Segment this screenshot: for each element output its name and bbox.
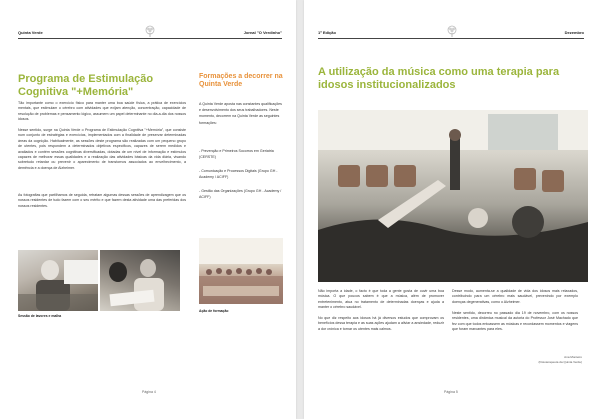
header-rule — [18, 38, 282, 39]
music-paragraph-1: Não importa a idade, o facto é que toda a gente gosta de ouvir uma boa música. O que poucos sabem é que a música, além de promover entretenimento, atua no tratamento de determinadas doenças e ajuda a manter o cérebro saudável. — [318, 289, 444, 310]
page-right — [304, 0, 600, 419]
page-left — [0, 0, 296, 419]
sidebar-training-1: - Prevenção e Primeiros Socorros em Geriatria (CERSTE) — [199, 149, 274, 160]
tree-logo-icon — [144, 25, 156, 38]
photo-music-therapy-session — [318, 110, 588, 282]
credit-author-name: Ana Monteiro — [564, 355, 582, 359]
sidebar-training-2: - Comunicação e Processos Digitais (Grupo GH - Academy / ACIFF) — [199, 169, 278, 180]
sidebar-title-formacoes: Formações a decorrer na Quinta Verde — [199, 73, 283, 89]
music-paragraph-2: No que diz respeito aos idosos há já diversos estudos que comprovam os benefícios dessa terapia e as suas ações ajudam a aliviar a ansiedade, reduzir a dor crónica e tornar os utentes mais calmos. — [318, 316, 444, 331]
tree-logo-icon — [446, 25, 458, 38]
article-paragraph-1: Tão importante como o exercício físico para manter uma boa saúde física, a prática de exercícios mentais, que estimulam o cérebro com atividades que exijam atenção, concentração, capacidade de resolução de problemas e pensamento lógico, assumem um papel determinante no dia-a-dia dos nossos idosos. — [18, 101, 186, 122]
photo-training-group — [199, 238, 283, 304]
caption-training: Ação de formação — [199, 309, 229, 313]
page-number-left: Página 4 — [142, 390, 156, 394]
music-paragraph-3: Desse modo, aumenta-se a qualidade de vida dos idosos mais relaxados, contribuindo para um cérebro mais saudável, prevenindo por exemplo doenças degenerativas, como o Alzheimer. — [452, 289, 578, 304]
photo-knitting-session — [18, 250, 98, 311]
article-paragraph-2: Nesse sentido, surge na Quinta Verde o Programa de Estimulação Cognitiva "+Memória", que consiste num conjunto de estratégias e exercícios, implementados com a finalidade de preservar determinadas áreas da cognição. Habitualmente, as sessões deste programa são realizadas com um pequeno grupo de utentes, pois respondem a determinados objetivos específicos, capazes de serem medidos e avaliados e contém sessões cognitivas diversificadas, dotadas de um nível de informação e estímulos capazes de melhorar essas qualidades e a realização das atividades básicas da vida diária, visando sobretudo retardar ou prevenir o aparecimento de transtornos associados ao envelhecimento, a demência e a doença de Alzheimer. — [18, 128, 186, 170]
header-rule — [318, 38, 584, 39]
credit-author-role: (Fisioterapeuta da Quinta Verde) — [538, 360, 582, 364]
header-edition: 1ª Edição — [318, 30, 336, 35]
page-number-right: Página 5 — [444, 390, 458, 394]
sidebar-training-3: - Gestão das Organizações (Grupo GH - Academy / ACIFF) — [199, 189, 282, 200]
caption-knitting: Sessão de lavores e malha — [18, 314, 62, 318]
article-title-memoria: Programa de Estimulação Cognitiva "+Memória" — [18, 73, 154, 98]
music-paragraph-4: Neste sentido, decorreu no passado dia 19 de novembro, com os nossos residentes, uma dinâmica musical da autoria do Professor José Machado que fez com que todos entoassem as músicas e recordassem momentos e viagens que foram marcantes para eles. — [452, 311, 578, 332]
sidebar-paragraph-intro: A Quinta Verde aposta nas constantes qualificações e desenvolvimento dos seus trabalhadores. Neste momento, decorrem na Quinta Verde as seguintes formações: — [199, 102, 282, 125]
article-title-music: A utilização da música como uma terapia para idosos institucionalizados — [318, 66, 560, 91]
header-month: Dezembro — [564, 30, 584, 35]
header-publication: Quinta Verde — [18, 30, 43, 35]
article-paragraph-3: As fotografias que partilhamos de seguida, retratam algumas dessas sessões de aprendizagem que os nossos residentes de tudo fazem com o seu mérito e que fazem desta atividade uma das preferidas dos nossos residentes. — [18, 193, 186, 208]
photo-reading-session — [100, 250, 180, 311]
header-journal-name: Jornal "O Verdinho" — [243, 30, 282, 35]
